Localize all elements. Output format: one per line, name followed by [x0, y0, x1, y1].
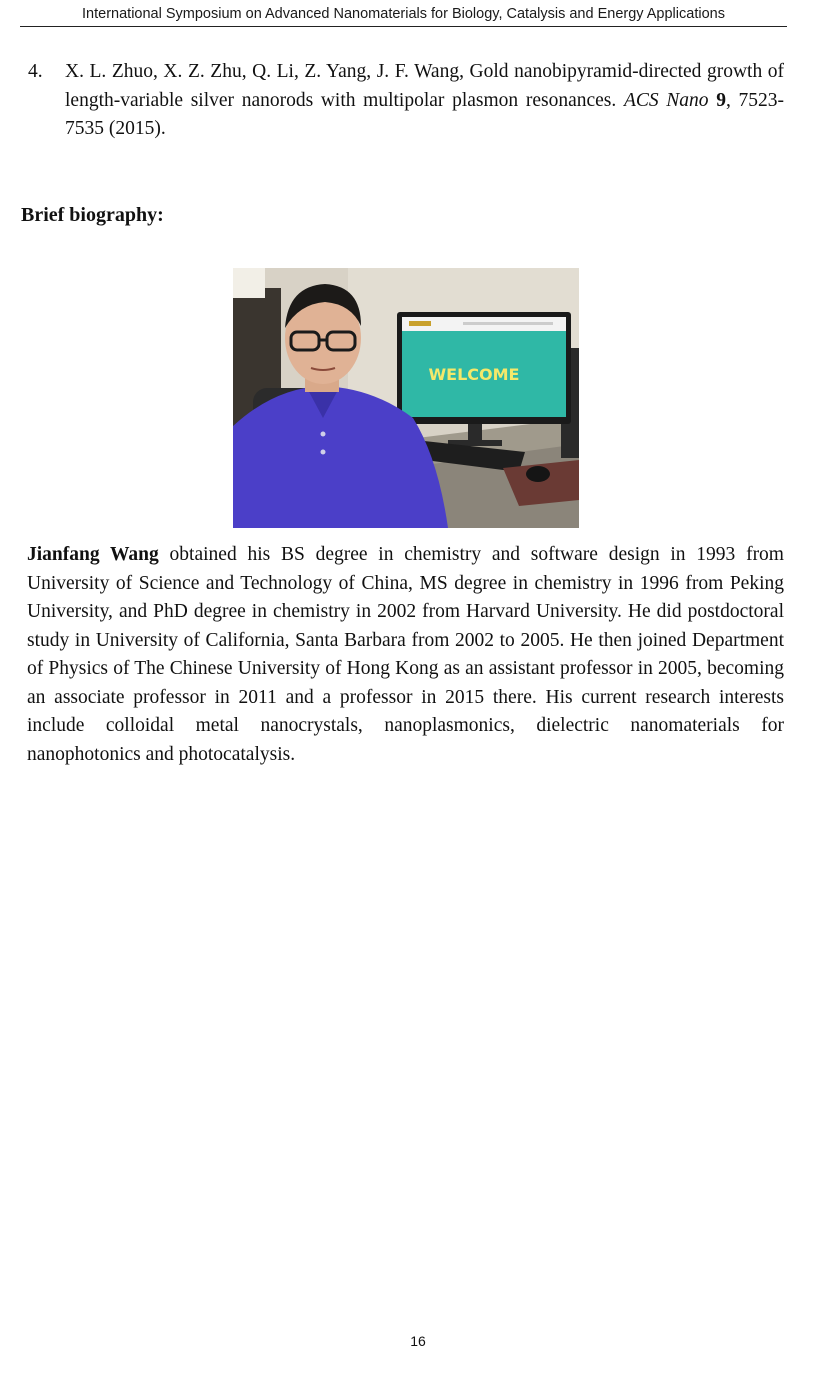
portrait-photo	[233, 268, 579, 528]
monitor-screen-text: WELCOME	[428, 365, 520, 384]
section-heading: Brief biography:	[21, 204, 164, 226]
reference-journal: ACS Nano	[623, 89, 709, 111]
running-header	[20, 4, 787, 27]
biography-name: Jianfang Wang	[27, 544, 159, 565]
reference-item	[28, 58, 784, 144]
reference-volume: 9	[716, 89, 726, 111]
reference-number: 4.	[28, 61, 43, 82]
header-title: International Symposium on Advanced Nanomaterials for Biology, Catalysis and Energy Applications	[82, 6, 725, 22]
biography-paragraph	[27, 541, 784, 769]
page-number: 16	[410, 1333, 426, 1349]
portrait-illustration	[233, 268, 579, 528]
reference-authors-title: X. L. Zhuo, X. Z. Zhu, Q. Li, Z. Yang, J. F. Wang, Gold nanobipyramid-directed growth of length-variable silver nanorods with multipolar plasmon resonances.	[65, 61, 784, 111]
reference-text	[65, 58, 784, 144]
biography-text: obtained his BS degree in chemistry and software design in 1993 from University of Science and Technology of China, MS degree in chemistry in 1996 from Peking University, and PhD degree in chemistry in 2002 from Harvard University. He did postdoctoral study in University of California, Santa Barbara from 2002 to 2005. He then joined Department of Physics of The Chinese University of Hong Kong as an assistant professor in 2005, becoming an associate professor in 2011 and a professor in 2015 there. His current research interests include colloidal metal nanocrystals, nanoplasmonics, dielectric nanomaterials for nanophotonics and photocatalysis.	[27, 544, 784, 765]
reference-pages-year: , 7523-7535 (2015).	[65, 89, 784, 139]
